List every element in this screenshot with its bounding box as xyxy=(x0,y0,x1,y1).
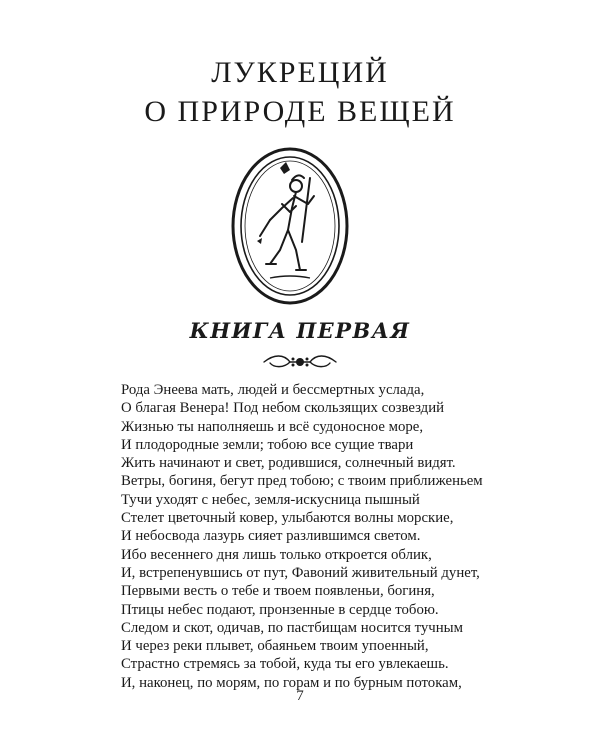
poem-text xyxy=(121,381,561,692)
page-number: 7 xyxy=(296,688,304,704)
poem-line: Первыми весть о тебе и твоем появленьи, богиня, xyxy=(121,583,435,600)
poem-line: И через реки плывет, обаяньем твоим упоенный, xyxy=(121,638,429,655)
poem-line: Следом и скот, одичав, по пастбищам носится тучным xyxy=(121,619,463,636)
poem-line: Рода Энеева мать, людей и бессмертных услада, xyxy=(121,382,425,398)
cameo-warrior-figure-icon xyxy=(230,146,350,306)
poem-line: И, встрепенувшись от пут, Фавоний живительный дунет, xyxy=(121,564,480,581)
poem-line: Жизнью ты наполняешь и всё судоносное море, xyxy=(121,418,424,435)
book-title: КНИГА ПЕРВАЯ xyxy=(189,318,411,343)
poem-line: Ветры, богиня, бегут пред тобою; с твоим приближеньем xyxy=(121,473,483,490)
poem-line: И, наконец, по морям, по горам и по бурным потокам, xyxy=(121,674,462,691)
poem-line: И небосвода лазурь сияет разлившимся светом. xyxy=(121,528,421,545)
poem-line: Жить начинают и свет, родившися, солнечный видят. xyxy=(121,455,456,472)
work-title: О ПРИРОДЕ ВЕЩЕЙ xyxy=(144,95,456,128)
poem-line: О благая Венера! Под небом скользящих созвездий xyxy=(121,400,445,417)
floral-ornament-icon xyxy=(260,352,340,372)
poem-line: Стелет цветочный ковер, улыбаются волны морские, xyxy=(121,510,454,527)
poem-line: И плодородные земли; тобою все сущие твари xyxy=(121,436,414,453)
poem-line: Тучи уходят с небес, земля-искусница пышный xyxy=(121,491,420,508)
author-title: ЛУКРЕЦИЙ xyxy=(211,56,389,89)
poem-line: Птицы небес подают, пронзенные в сердце тобою. xyxy=(121,601,439,618)
poem-line: Страстно стремясь за тобой, куда ты его увлекаешь. xyxy=(121,656,449,673)
poem-line: Ибо весеннего дня лишь только откроется облик, xyxy=(121,546,432,563)
